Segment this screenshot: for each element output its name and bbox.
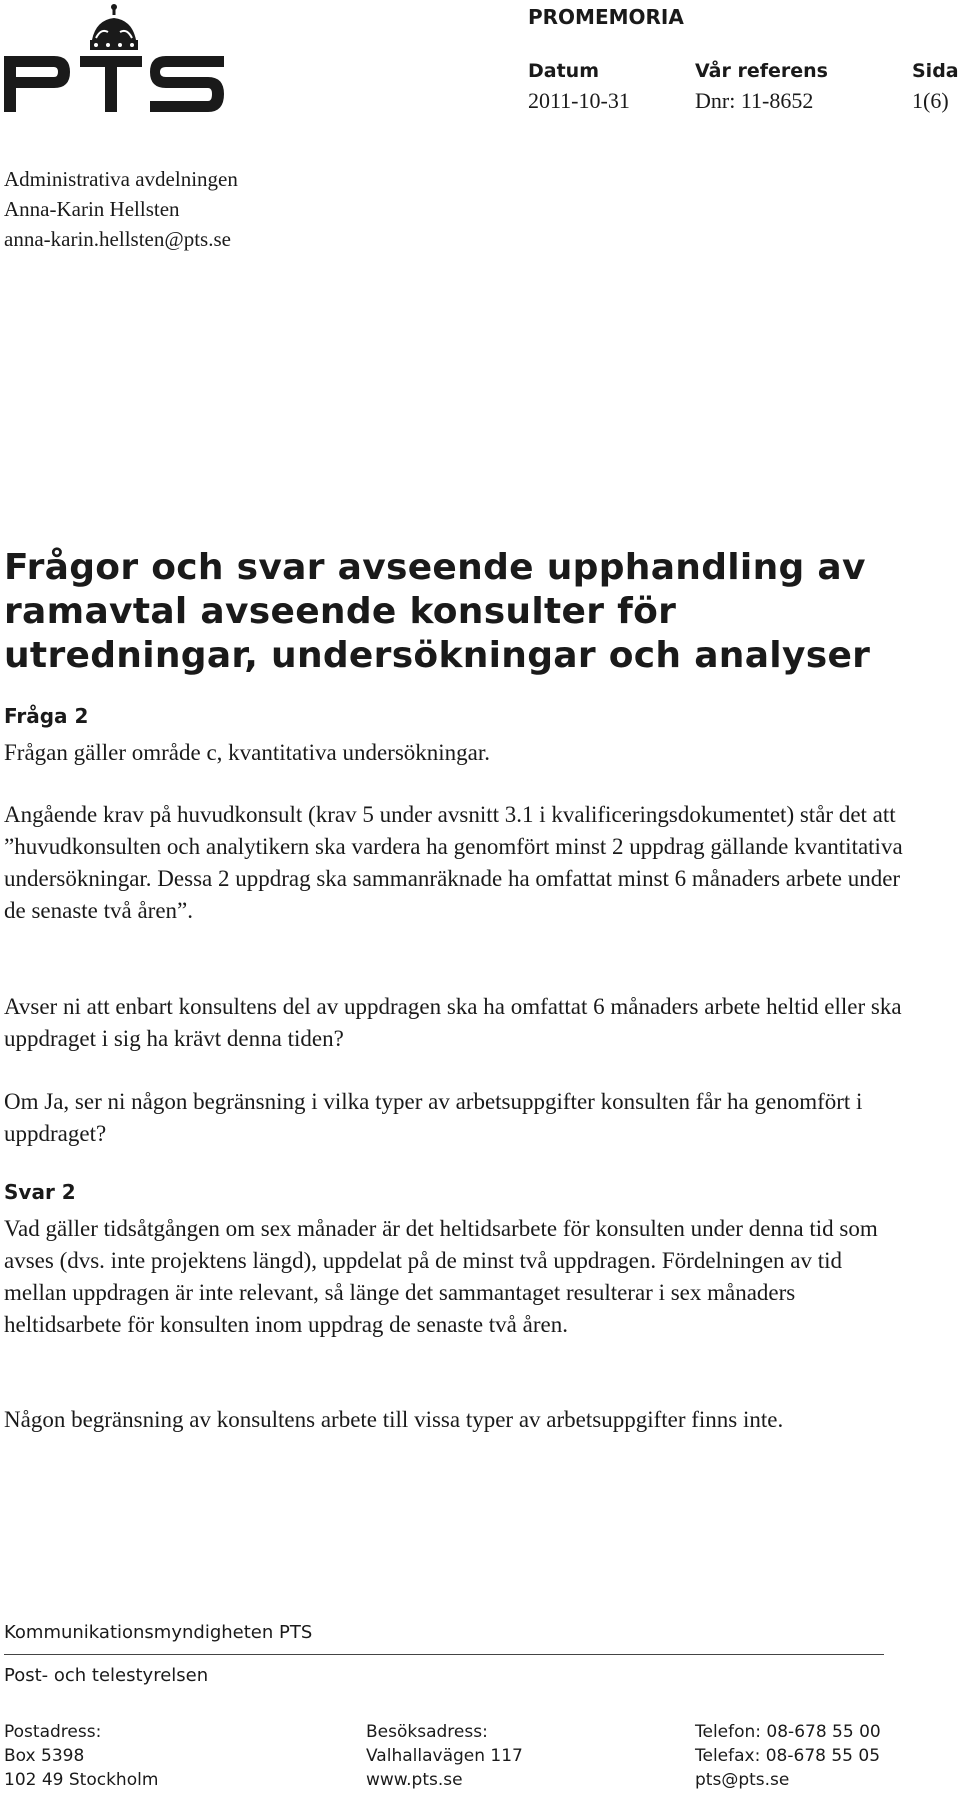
sender-email: anna-karin.hellsten@pts.se (4, 227, 231, 251)
question-paragraph: Angående krav på huvudkonsult (krav 5 under avsnitt 3.1 i kvalificeringsdokumentet) står det att ”huvudkonsulten och analytikern ska vardera ha genomfört minst 2 uppdrag gällande kvantitativa undersökningar. Dessa 2 uppdrag ska sammanräknade ha omfattat minst 6 månaders arbete under de senaste två åren”. (4, 802, 903, 923)
answer-paragraph: Vad gäller tidsåtgången om sex månader är det heltidsarbete för konsulten under denna tid som avses (dvs. inte projektens längd), uppdelat på de minst två uppdragen. Fördelningen av tid mellan uppdragen är inte relevant, så länge det sammantaget resulterar i sex månaders heltidsarbete för konsulten inom uppdrag de senaste två åren. (4, 1216, 878, 1337)
date-value: 2011-10-31 (528, 88, 630, 113)
svg-text:PTS: PTS (4, 0, 6, 1)
answer-paragraph: Någon begränsning av konsultens arbete till vissa typer av arbetsuppgifter finns inte. (4, 1407, 784, 1432)
visit-line: Valhallavägen 117 (366, 1746, 523, 1766)
title-line: ramavtal avseende konsulter för (4, 591, 677, 632)
page-value: 1(6) (912, 88, 949, 113)
footer-contact (695, 1720, 881, 1792)
fax-number: Telefax: 08-678 55 05 (695, 1746, 881, 1766)
pts-logo (4, 0, 224, 116)
sender-department: Administrativa avdelningen (4, 167, 238, 191)
question-paragraph: Frågan gäller område c, kvantitativa undersökningar. (4, 740, 491, 765)
date-label: Datum (528, 60, 599, 82)
sender-name: Anna-Karin Hellsten (4, 197, 180, 221)
postal-line: 102 49 Stockholm (4, 1770, 159, 1790)
reference-value: Dnr: 11-8652 (695, 88, 814, 113)
footer-postal-address (4, 1720, 158, 1792)
footer-subtitle: Post- och telestyrelsen (4, 1665, 209, 1686)
question-paragraph: Om Ja, ser ni någon begränsning i vilka typer av arbetsuppgifter konsulten får ha genomfört i uppdraget? (4, 1089, 863, 1146)
phone-number: Telefon: 08-678 55 00 (695, 1722, 881, 1742)
footer-divider (4, 1654, 884, 1655)
footer-organization: Kommunikationsmyndigheten PTS (4, 1622, 313, 1643)
title-line: Frågor och svar avseende upphandling av (4, 547, 866, 588)
title-line: utredningar, undersökningar och analyser (4, 635, 871, 676)
postal-label: Postadress: (4, 1722, 102, 1742)
reference-label: Vår referens (695, 60, 828, 82)
question-paragraph: Avser ni att enbart konsultens del av uppdragen ska ha omfattat 6 månaders arbete heltid eller ska uppdraget i sig ha krävt denna tiden? (4, 994, 902, 1051)
footer-visit-address (366, 1720, 523, 1792)
document-type: PROMEMORIA (528, 5, 684, 29)
postal-line: Box 5398 (4, 1746, 85, 1766)
website-link[interactable]: www.pts.se (366, 1770, 463, 1790)
answer-heading: Svar 2 (4, 1180, 76, 1204)
page-label: Sida (912, 60, 959, 82)
pts-crown-logo-icon (4, 0, 224, 116)
question-heading: Fråga 2 (4, 704, 89, 728)
document-title (4, 546, 904, 678)
visit-label: Besöksadress: (366, 1722, 488, 1742)
email-link[interactable]: pts@pts.se (695, 1770, 790, 1790)
